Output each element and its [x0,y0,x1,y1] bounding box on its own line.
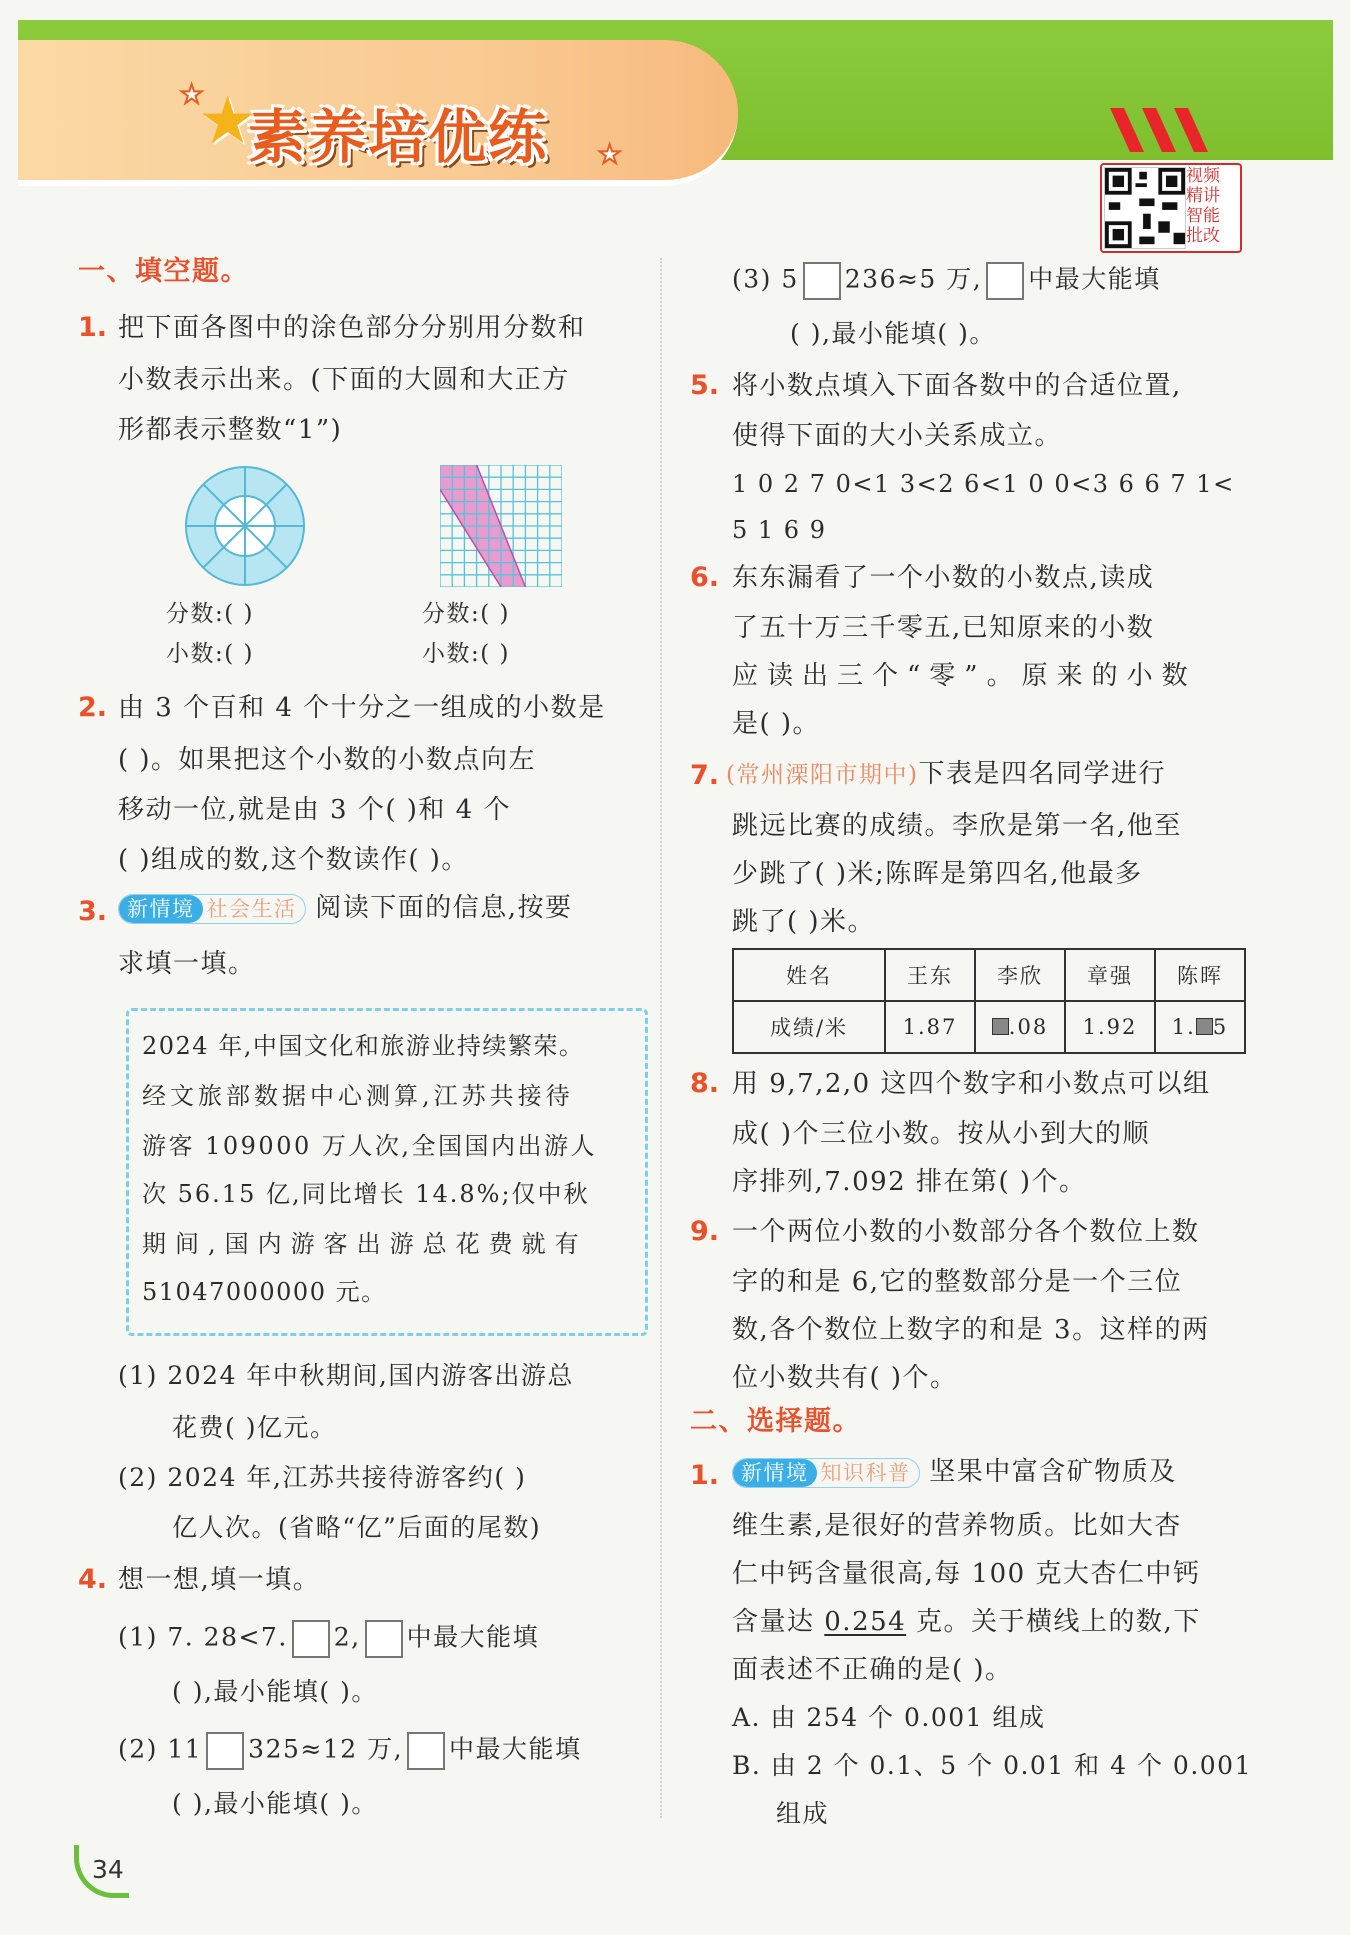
star-icon: ★ [198,82,258,159]
hidden-digit-square [992,1018,1009,1035]
c1-number: 1. [690,1460,720,1491]
stripes-decoration [1110,108,1230,152]
q7-source: (常州溧阳市期中) [726,762,919,788]
q8-text: 成( )个三位小数。按从小到大的顺 [732,1119,1151,1149]
q2-text: 移动一位,就是由 3 个( )和 4 个 [118,795,511,825]
q3-sub2: 亿人次。(省略“亿”后面的尾数) [172,1513,542,1542]
c1-text: 仁中钙含量很高,每 100 克大杏仁中钙 [732,1559,1201,1589]
underlined-number: 0.254 [824,1607,907,1637]
q8-text: 用 9,7,2,0 这四个数字和小数点可以组 [732,1069,1211,1099]
table-header: 王东 [885,949,975,1001]
qr-label: 视频精讲 智能批改 [1186,166,1220,246]
digit-box[interactable] [803,262,841,300]
q7-text: 跳远比赛的成绩。李欣是第一名,他至 [732,811,1182,841]
c1-text: 维生素,是很好的营养物质。比如大杏 [732,1511,1182,1541]
new-context-tag: 新情境 知识科普 [732,1458,920,1488]
q6-blank[interactable]: 是( )。 [732,709,821,739]
q2-text: ( )组成的数,这个数读作( )。 [118,845,469,875]
q1-fraction-blank-grid[interactable]: 分数:( ) [422,601,511,627]
q4-part1-blanks[interactable]: ( ),最小能填( )。 [172,1677,378,1706]
page-number: 34 [92,1855,124,1884]
option-b[interactable]: B. 由 2 个 0.1、5 个 0.01 和 4 个 0.001 [732,1751,1252,1780]
q4-number: 4. [78,1564,108,1595]
section-choice: 二、选择题。 [690,1406,861,1437]
small-star-icon: ★ [180,80,204,110]
small-star-icon: ★ [598,140,622,170]
q7-number: 7. [690,760,720,791]
shaded-circle-figure [183,464,307,588]
q9-text: 一个两位小数的小数部分各个数位上数 [732,1217,1200,1247]
q4-text: 想一想,填一填。 [118,1565,321,1595]
option-b: 组成 [776,1799,830,1828]
table-cell: 1. 5 [1155,1001,1245,1053]
q6-text: 东东漏看了一个小数的小数点,读成 [732,563,1155,593]
new-context-tag: 新情境 社会生活 [118,894,306,924]
table-cell: .08 [975,1001,1065,1053]
q3-sub2[interactable]: (2) 2024 年,江苏共接待游客约( ) [118,1463,527,1492]
q3-sub1-blank[interactable]: 花费( )亿元。 [172,1413,337,1442]
table-header: 章强 [1065,949,1155,1001]
q2-text: ( )。如果把这个小数的小数点向左 [118,745,537,775]
shaded-grid-figure [440,465,562,587]
q5-numbers: 5 1 6 9 [732,516,827,544]
digit-box[interactable] [365,1620,403,1658]
q8-text: 序排列,7.092 排在第( )个。 [732,1167,1087,1197]
q5-number: 5. [690,370,720,401]
c1-text: 新情境 知识科普 坚果中富含矿物质及 [732,1456,1177,1488]
q2-number: 2. [78,692,108,723]
q3-sub1: (1) 2024 年中秋期间,国内游客出游总 [118,1361,574,1390]
page-title: 素养培优练 [248,103,549,171]
column-divider [660,258,662,1818]
note-line: 51047000000 元。 [142,1278,387,1306]
digit-box[interactable] [206,1732,244,1770]
option-a[interactable]: A. 由 254 个 0.001 组成 [732,1703,1046,1732]
note-line: 次 56.15 亿,同比增长 14.8%;仅中秋 [142,1180,590,1208]
q1-decimal-blank-circle[interactable]: 小数:( ) [166,641,255,667]
q1-text: 把下面各图中的涂色部分分别用分数和 [118,313,586,343]
q2-text: 由 3 个百和 4 个十分之一组成的小数是 [118,693,606,723]
q7-text: 跳了( )米。 [732,907,876,937]
note-line: 2024 年,中国文化和旅游业持续繁荣。 [142,1032,585,1060]
section-fill-blank: 一、填空题。 [78,256,249,287]
q5-text: 将小数点填入下面各数中的合适位置, [732,371,1182,401]
table-cell: 成绩/米 [733,1001,885,1053]
q5-text: 使得下面的大小关系成立。 [732,421,1063,451]
q6-text: 了五十万三千零五,已知原来的小数 [732,613,1155,643]
hidden-digit-square [1196,1018,1213,1035]
q4-part2: (2) 11 325≈12 万, 中最大能填 [118,1732,582,1770]
table-header: 李欣 [975,949,1065,1001]
q1-number: 1. [78,312,108,343]
note-line: 期间,国内游客出游总花费就有 [142,1230,588,1258]
q4-part2-blanks[interactable]: ( ),最小能填( )。 [172,1789,378,1818]
table-row [733,1001,1245,1053]
q1-fraction-blank-circle[interactable]: 分数:( ) [166,601,255,627]
q8-number: 8. [690,1068,720,1099]
table-cell: 1.92 [1065,1001,1155,1053]
table-row [733,949,1245,1001]
q1-text: 小数表示出来。(下面的大圆和大正方 [118,365,570,395]
q7-text: (常州溧阳市期中)下表是四名同学进行 [726,759,1166,789]
q1-decimal-blank-grid[interactable]: 小数:( ) [422,641,511,667]
q6-text: 应读出三个“零”。原来的小数 [732,661,1197,691]
digit-box[interactable] [292,1620,330,1658]
q9-number: 9. [690,1216,720,1247]
q4-part1: (1) 7. 28<7. 2, 中最大能填 [118,1620,539,1658]
q4-part3-blanks[interactable]: ( ),最小能填( )。 [790,319,996,348]
c1-text: 含量达 0.254 克。关于横线上的数,下 [732,1607,1201,1637]
q4-part3: (3) 5 236≈5 万, 中最大能填 [732,262,1161,300]
q1-text: 形都表示整数“1”) [118,415,343,445]
q3-number: 3. [78,896,108,927]
long-jump-score-table [732,948,1246,1054]
note-line: 经文旅部数据中心测算,江苏共接待 [142,1082,574,1110]
digit-box[interactable] [407,1732,445,1770]
c1-text: 面表述不正确的是( )。 [732,1655,1013,1685]
note-line: 游客 109000 万人次,全国国内出游人 [142,1132,598,1160]
table-header: 姓名 [733,949,885,1001]
q9-text: 数,各个数位上数字的和是 3。这样的两 [732,1315,1210,1345]
qr-code-icon[interactable] [1104,167,1186,249]
table-header: 陈晖 [1155,949,1245,1001]
q6-number: 6. [690,562,720,593]
q7-text: 少跳了( )米;陈晖是第四名,他最多 [732,859,1143,889]
q3-text: 新情境 社会生活 阅读下面的信息,按要 [118,892,573,924]
q9-text: 位小数共有( )个。 [732,1363,958,1393]
digit-box[interactable] [986,262,1024,300]
q9-text: 字的和是 6,它的整数部分是一个三位 [732,1267,1183,1297]
q3-text: 求填一填。 [118,949,256,979]
table-cell: 1.87 [885,1001,975,1053]
q5-numbers: 1 0 2 7 0<1 3<2 6<1 0 0<3 6 6 7 1< [732,470,1235,498]
